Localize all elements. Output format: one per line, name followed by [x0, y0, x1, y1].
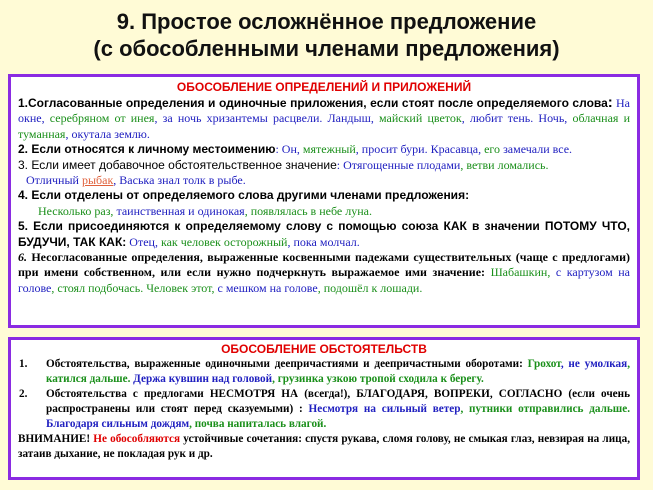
rule-1-example-g: , окутала землю.: [65, 126, 150, 141]
item-1-text: Обстоятельства, выраженные одиночными деепричастиями и деепричастными оборотами:: [46, 358, 528, 370]
item-2-example-d: , почва напиталась влагой.: [189, 418, 327, 430]
rule-6-example-c: , стоял подбочась. Человек этот,: [51, 280, 218, 295]
rule-3b-example-a: Отличный: [26, 173, 82, 188]
rule-2-example-e: замечали все.: [500, 142, 573, 157]
rule-1-example-d: майский цветок: [379, 111, 462, 126]
warning-highlight: Не обособляются: [93, 433, 181, 445]
definitions-box: [8, 74, 640, 328]
item-1-example-a: Грохот: [527, 358, 561, 370]
item-2-text: Обстоятельства с предлогами НЕСМОТРЯ НА (всегда!), БЛАГОДАРЯ, ВОПРЕКИ, СОГЛАСНО (если очень распространены или стоят перед сказуемыми) :: [46, 388, 630, 415]
rule-6-number: 6.: [18, 250, 27, 265]
rule-3-example-b: , ветви ломались.: [460, 157, 549, 172]
circumstances-heading: ОБОСОБЛЕНИЕ ОБСТОЯТЕЛЬСТВ: [221, 342, 427, 356]
rule-4-example-c: , появлялась в небе луна.: [244, 203, 372, 218]
rule-6-example-b: с картузом на голове: [18, 265, 630, 295]
item-1-example-b: , не умолкая: [560, 358, 628, 370]
warning-label: ВНИМАНИЕ!: [18, 433, 94, 445]
rule-1: [18, 95, 630, 142]
rule-2-example-d: его: [484, 142, 501, 157]
rule-4-text: 4. Если отделены от определяемого слова другими членами предложения:: [18, 188, 470, 203]
rule-3-text: 3. Если имеет добавочное обстоятельственное значение: [18, 157, 337, 172]
rule-1-example-b: серебряном от инея: [49, 111, 155, 126]
rule-1-example-f: облачная и туманная: [18, 111, 631, 141]
rule-5-example-c: , пока молчал.: [287, 234, 360, 249]
rule-1-example-e: , любит тень. Ночь,: [461, 111, 573, 126]
rule-2-example-a: : Он,: [275, 142, 303, 157]
rule-6-example-e: , подошёл к лошади.: [317, 280, 423, 295]
rule-2-text: 2. Если относятся к личному местоимению: [18, 142, 276, 157]
rule-5-example-a: Отец,: [126, 234, 161, 249]
rule-5: [18, 219, 630, 250]
item-1-example-d: Держа кувшин над головой: [133, 373, 273, 385]
list-item: [18, 387, 630, 432]
rule-4-example-b: таинственная и одинокая: [116, 203, 245, 218]
rule-4: [18, 188, 630, 203]
rule-3b-example-c: , Васька знал толк в рыбе.: [113, 173, 246, 188]
rule-5-example-b: как человек осторожный: [160, 234, 288, 249]
rule-3: [18, 158, 630, 173]
rule-3b-example-b: рыбак: [81, 173, 114, 188]
rule-2-example-b: мятежный: [302, 142, 356, 157]
rule-1-text: 1.Согласованные определения и одиночные приложения, если стоят после определяемого слова: [18, 96, 608, 110]
item-1-example-e: , грузинка узкою тропой сходила к берегу.: [272, 373, 484, 385]
circumstances-list: [18, 357, 630, 432]
rule-4-example-a: Несколько раз,: [38, 203, 117, 218]
item-2-example-c: Благодаря сильным дождям: [46, 418, 190, 430]
rule-2-example-c: , просит бури. Красавца,: [355, 142, 485, 157]
rule-1-colon: :: [607, 94, 613, 111]
rule-3-example-a: : Отягощенные плодами: [336, 157, 461, 172]
rule-6-text: Несогласованные определения, выраженные косвенными падежами существительных (чаще с предлогами) при имени собственном, или если нужно подчеркнуть выражаемое ими значение:: [18, 250, 630, 280]
rule-1-example-a: На окне,: [18, 96, 630, 126]
rule-6: [18, 250, 630, 296]
warning-text: устойчивые сочетания: спустя рукава, сломя голову, не смыкая глаз, невзирая на лица, затаив дыхание, не покладая рук и др.: [18, 433, 630, 460]
rule-4-example: [18, 204, 630, 219]
rule-2: [18, 142, 630, 157]
title-line-1: 9. Простое осложнённое предложение: [116, 9, 537, 34]
item-1-example-c: , катился дальше.: [46, 358, 630, 385]
rule-3-example-2: [18, 173, 630, 188]
title-line-2: (с обособленными членами предложения): [93, 36, 560, 61]
circumstances-box: [8, 337, 640, 480]
item-1-number: 1.: [19, 358, 28, 370]
rule-6-example-d: с мешком на голове: [217, 280, 318, 295]
item-2-number: 2.: [19, 388, 28, 400]
item-2-example-a: Несмотря на сильный ветер: [308, 403, 461, 415]
warning-note: [18, 432, 630, 462]
rule-6-example-a: Шабашкин,: [490, 265, 556, 280]
rule-5-text: 5. Если присоединяются к определяемому слову с помощью союза КАК в значении ПОТОМУ ЧТО, БУДУЧИ, ТАК КАК:: [18, 219, 630, 249]
definitions-heading: ОБОСОБЛЕНИЕ ОПРЕДЕЛЕНИЙ И ПРИЛОЖЕНИЙ: [176, 80, 472, 94]
page-title: [0, 8, 653, 62]
list-item: [18, 357, 630, 387]
rule-1-example-c: , за ночь хризантемы расцвели. Ландыш,: [154, 111, 380, 126]
item-2-example-b: , путники отправились дальше.: [460, 403, 630, 415]
